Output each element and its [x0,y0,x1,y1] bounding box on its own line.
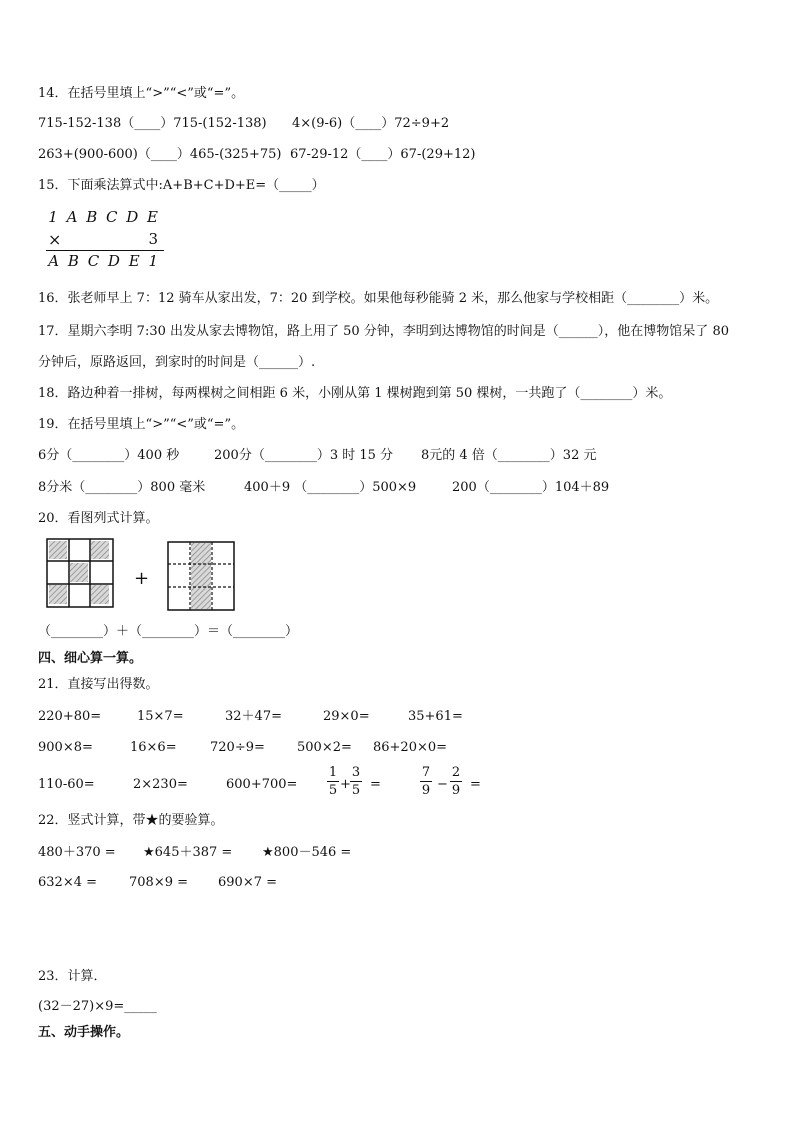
hatched-column [191,543,211,609]
q14-item-3: 263+(900-600)（____）465-(325+75) [38,147,282,162]
section-4-heading: 四、细心算一算。 [38,651,143,666]
q22-expr: 690×7 = [218,875,278,890]
q20-answer-line: （________）＋（________）＝（________） [38,624,299,639]
q21-expr: 220+80= [38,709,102,724]
q17-line-2: 分钟后，原路返回，到家时的时间是（______）. [38,355,316,370]
hatched-cell [91,585,109,604]
q21-expr: 500×2= [297,740,352,755]
fraction-denominator: 9 [451,783,461,798]
q22-title: 22．竖式计算，带★的要验算。 [38,813,224,828]
q17-line-1: 17．星期六李明 7:30 出发从家去博物馆，路上用了 50 分钟，李明到达博物馆的时间是（______），他在博物馆呆了 80 [38,324,729,339]
fraction-denominator: 5 [328,783,338,798]
q21-expr: 2×230= [133,777,188,792]
q14-item-1: 715-152-138（____）715-(152-138) [38,116,267,131]
multiplication-rule [46,250,164,251]
q21-expr: 35+61= [408,709,463,724]
q22-expr: ★645＋387 = [143,845,233,860]
multiplicand: 1 A B C D E [48,208,160,226]
hatched-cell [49,541,67,559]
hatched-cell [91,541,109,559]
q23-title: 23．计算． [38,969,107,984]
grid-figure-2 [167,541,235,611]
hatched-cell [70,563,88,582]
q19-title: 19．在括号里填上“>”“<”或“=”。 [38,417,245,432]
q22-expr: ★800－546 = [262,845,352,860]
q14-item-2: 4×(9-6)（____）72÷9+2 [292,116,450,131]
q21-expr: 110-60= [38,777,95,792]
q14-item-4: 67-29-12（____）67-(29+12) [290,147,476,162]
fraction-denominator: 9 [421,783,431,798]
q22-expr: 480＋370 = [38,845,116,860]
q21-expr: 900×8= [38,740,93,755]
fraction-numerator: 7 [421,765,431,780]
plus-operator: + [340,777,351,792]
hatched-cell [49,585,67,604]
fraction-numerator: 3 [351,765,361,780]
q21-expr: 16×6= [130,740,177,755]
q20-title: 20．看图列式计算。 [38,511,159,526]
q19-item-5: 400＋9 （________）500×9 [244,480,417,495]
q22-expr: 708×9 = [129,875,189,890]
fraction-denominator: 5 [351,783,361,798]
q16-text: 16．张老师早上 7：12 骑车从家出发，7：20 到学校。如果他每秒能骑 2 米，那么他家与学校相距（________）米。 [38,291,719,306]
q21-expr: 86+20×0= [373,740,448,755]
fraction-numerator: 1 [328,765,338,780]
grid-figure-1 [46,538,114,608]
q21-expr: 32＋47= [225,709,282,724]
q21-expr: 600+700= [226,777,298,792]
q21-expr: 15×7= [137,709,184,724]
equals-sign: = [470,777,481,792]
multiplier: 3 [148,230,158,248]
q18-text: 18．路边种着一排树，每两棵树之间相距 6 米，小刚从第 1 棵树跑到第 50 棵树，一共跑了（________）米。 [38,386,672,401]
q19-item-2: 200分（________）3 时 15 分 [214,448,394,463]
q15-title: 15．下面乘法算式中:A+B+C+D+E=（_____） [38,178,325,193]
minus-operator: − [437,777,448,792]
q23-expression: (32－27)×9=_____ [38,999,157,1014]
section-5-heading: 五、动手操作。 [38,1025,130,1040]
q21-title: 21．直接写出得数。 [38,677,159,692]
q21-expr: 29×0= [323,709,370,724]
q19-item-1: 6分（________）400 秒 [38,448,180,463]
multiplication-problem [46,206,164,272]
plus-sign: + [134,568,150,589]
q19-item-3: 8元的 4 倍（________）32 元 [421,448,597,463]
q21-expr: 720÷9= [210,740,265,755]
product: A B C D E 1 [48,252,160,270]
q14-title: 14．在括号里填上“>”“<”或“=”。 [38,86,245,101]
fraction-numerator: 2 [451,765,461,780]
times-sign: × [48,230,62,249]
q19-item-4: 8分米（________）800 毫米 [38,480,206,495]
equals-sign: = [370,777,381,792]
q19-item-6: 200（________）104＋89 [452,480,610,495]
q22-expr: 632×4 = [38,875,98,890]
